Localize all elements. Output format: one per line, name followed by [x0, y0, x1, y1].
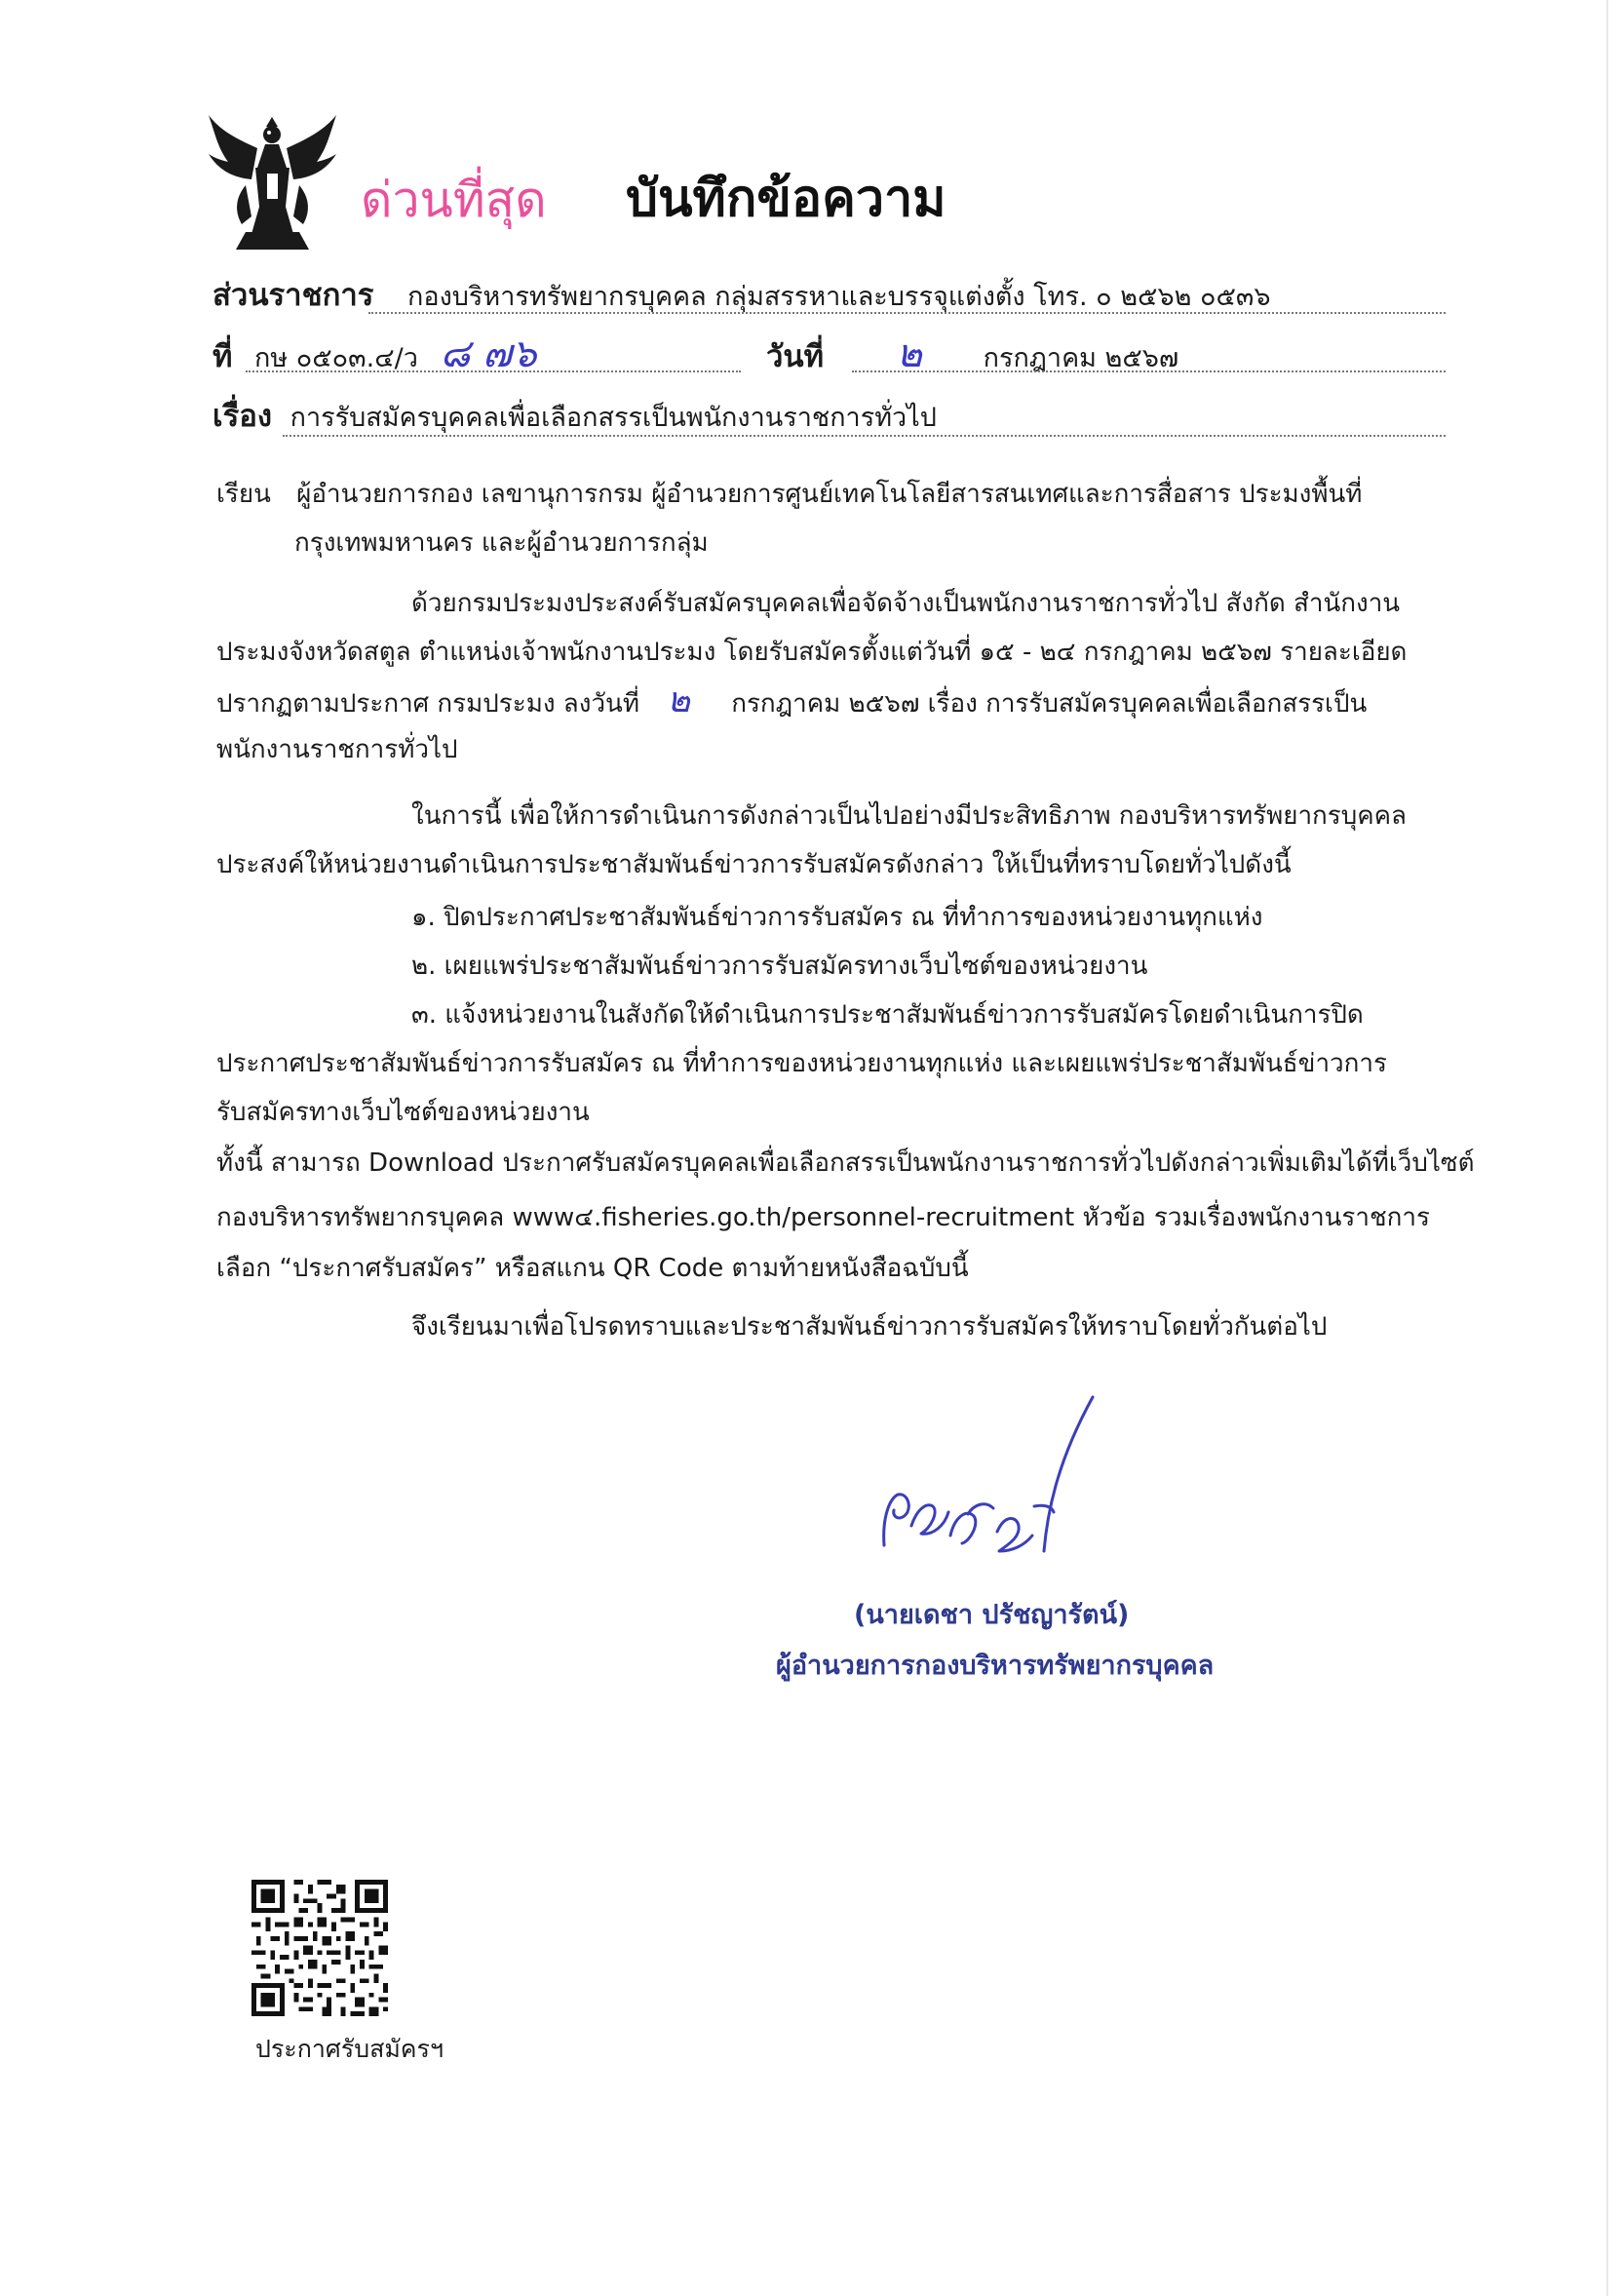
list-item-3-line-3: รับสมัครทางเว็บไซต์ของหน่วยงาน: [216, 1098, 590, 1127]
reference-value: กษ ๐๕๐๓.๔/ว: [254, 343, 418, 373]
qr-code-icon[interactable]: [251, 1880, 388, 2016]
department-underline: [368, 312, 1446, 314]
note-line-1: ทั้งนี้ สามารถ Download ประกาศรับสมัครบุคคลเพื่อเลือกสรรเป็นพนักงานราชการทั่วไปดังกล่าวเพิ่มเติมได้ที่เว็บไซต์: [216, 1148, 1475, 1178]
page-edge: [1606, 0, 1608, 2296]
para2-line-1: ในการนี้ เพื่อให้การดำเนินการดังกล่าวเป็นไปอย่างมีประสิทธิภาพ กองบริหารทรัพยากรบุคคล: [411, 801, 1407, 831]
para1-line-3-b: กรกฎาคม ๒๕๖๗ เรื่อง การรับสมัครบุคคลเพื่อเลือกสรรเป็น: [731, 689, 1368, 719]
para1-line-4: พนักงานราชการทั่วไป: [216, 735, 458, 764]
list-item-3-line-2: ประกาศประชาสัมพันธ์ข่าวการรับสมัคร ณ ที่ทำการของหน่วยงานทุกแห่ง และเผยแพร่ประชาสัมพันธ์ข่าวการ: [216, 1049, 1387, 1078]
list-item-1: ๑. ปิดประกาศประชาสัมพันธ์ข่าวการรับสมัคร ณ ที่ทำการของหน่วยงานทุกแห่ง: [411, 903, 1263, 932]
para2-line-2: ประสงค์ให้หน่วยงานดำเนินการประชาสัมพันธ์ข่าวการรับสมัครดังกล่าว ให้เป็นที่ทราบโดยทั่วไปดังนี้: [216, 850, 1292, 879]
subject-label: เรื่อง: [212, 399, 273, 434]
document-title: บันทึกข้อความ: [626, 170, 946, 228]
note-line-2: กองบริหารทรัพยากรบุคคล www๔.fisheries.go.th/personnel-recruitment หัวข้อ รวมเรื่องพนักงานราชการ: [216, 1203, 1430, 1232]
department-value: กองบริหารทรัพยากรบุคคล กลุ่มสรรหาและบรรจุแต่งตั้ง โทร. ๐ ๒๕๖๒ ๐๕๓๖: [407, 282, 1271, 312]
urgency-stamp: ด่วนที่สุด: [361, 172, 547, 228]
reference-handwritten: ๘ ๗๖: [440, 331, 537, 376]
para1-line-3: [216, 677, 1367, 728]
salutation-line-1: ผู้อำนวยการกอง เลขานุการกรม ผู้อำนวยการศูนย์เทคโนโลยีสารสนเทศและการสื่อสาร ประมงพื้นที่: [296, 480, 1363, 509]
date-label: วันที่: [766, 339, 825, 374]
department-label: ส่วนราชการ: [212, 278, 374, 313]
closing-line: จึงเรียนมาเพื่อโปรดทราบและประชาสัมพันธ์ข่าวการรับสมัครให้ทราบโดยทั่วกันต่อไป: [411, 1312, 1328, 1342]
salutation-line-2: กรุงเทพมหานคร และผู้อำนวยการกลุ่ม: [294, 528, 709, 558]
date-value: กรกฎาคม ๒๕๖๗: [983, 343, 1179, 373]
date-underline: [852, 370, 1446, 372]
subject-underline: [283, 435, 1446, 437]
reference-underline: [246, 370, 741, 372]
signatory-name: (นายเดชา ปรัชญารัตน์): [854, 1600, 1130, 1630]
signatory-position: ผู้อำนวยการกองบริหารทรัพยากรบุคคล: [776, 1651, 1215, 1681]
salutation-label: เรียน: [216, 480, 271, 509]
note-line-3: เลือก “ประกาศรับสมัคร” หรือสแกน QR Code ตามท้ายหนังสือฉบับนี้: [216, 1254, 969, 1283]
para1-line-3-a: ปรากฏตามประกาศ กรมประมง ลงวันที่: [216, 689, 639, 719]
qr-caption: ประกาศรับสมัครฯ: [255, 2035, 444, 2063]
subject-row: [212, 400, 937, 435]
department-row: [212, 279, 1270, 314]
subject-value: การรับสมัครบุคคลเพื่อเลือกสรรเป็นพนักงานราชการทั่วไป: [290, 403, 937, 433]
para1-line-1: ด้วยกรมประมงประสงค์รับสมัครบุคคลเพื่อจัดจ้างเป็นพนักงานราชการทั่วไป สังกัด สำนักงาน: [411, 589, 1401, 618]
reference-label: ที่: [212, 339, 233, 374]
list-item-3-line-1: ๓. แจ้งหน่วยงานในสังกัดให้ดำเนินการประชาสัมพันธ์ข่าวการรับสมัครโดยดำเนินการปิด: [411, 1000, 1364, 1030]
garuda-emblem-icon: [207, 109, 338, 255]
list-item-2: ๒. เผยแพร่ประชาสัมพันธ์ข่าวการรับสมัครทางเว็บไซต์ของหน่วยงาน: [411, 952, 1148, 981]
para1-date-handwritten: ๒: [667, 681, 690, 720]
salutation-row: [216, 470, 1362, 519]
para1-line-2: ประมงจังหวัดสตูล ตำแหน่งเจ้าพนักงานประมง โดยรับสมัครตั้งแต่วันที่ ๑๕ - ๒๔ กรกฎาคม ๒๕๖๗ รายละเอียด: [216, 638, 1408, 667]
handwritten-signature: [872, 1389, 1126, 1575]
date-handwritten: ๒: [896, 331, 923, 376]
